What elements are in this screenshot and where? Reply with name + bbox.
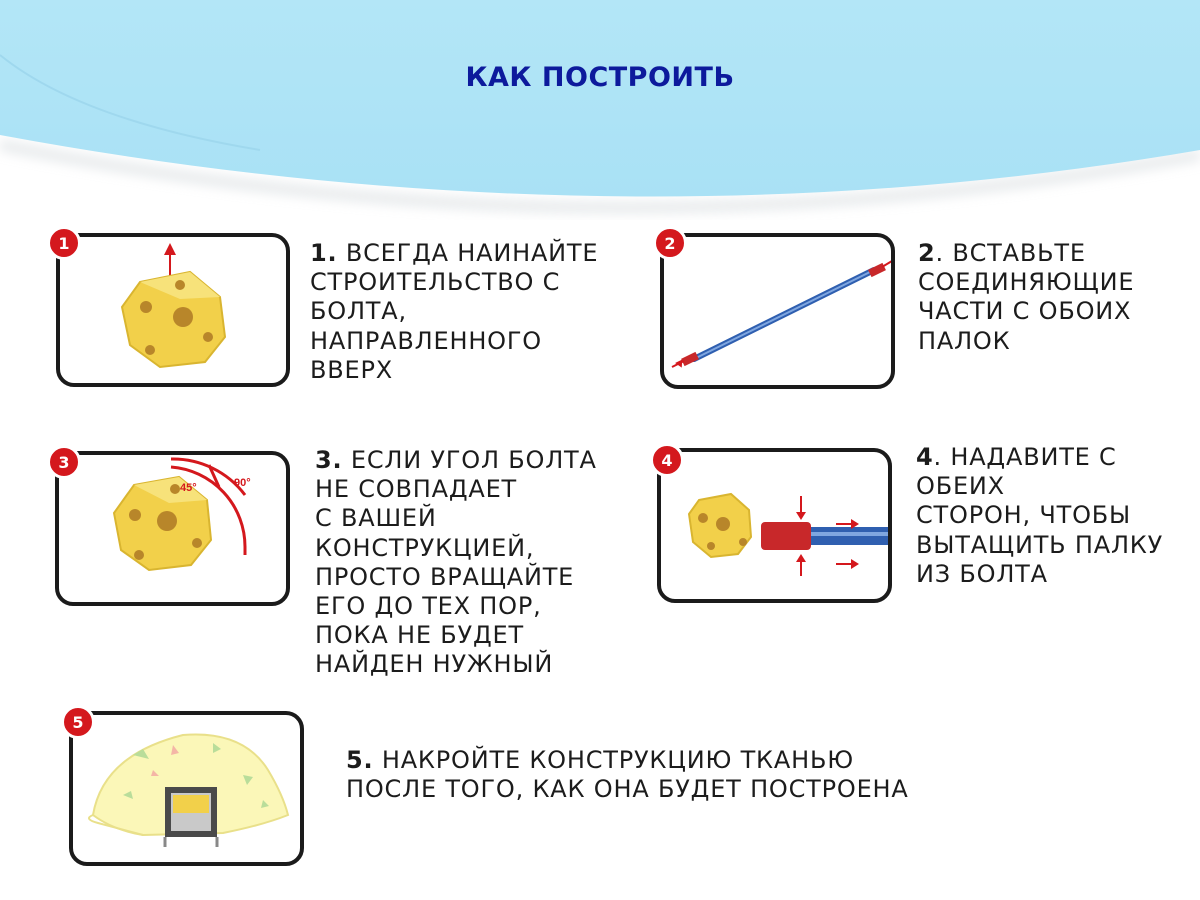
angle-45-label: 45° bbox=[180, 482, 197, 494]
step-3-card bbox=[55, 451, 290, 606]
step-1-text: 1. ВСЕГДА НАИНАЙТЕ СТРОИТЕЛЬСТВО С БОЛТА, НАПРАВЛЕННОГО ВВЕРХ bbox=[310, 239, 599, 384]
step-5-badge: 5 bbox=[61, 705, 95, 739]
bolt-ball-arrow-up-icon bbox=[60, 237, 290, 387]
step-5-text: 5. НАКРОЙТЕ КОНСТРУКЦИЮ ТКАНЬЮ ПОСЛЕ ТОГО, КАК ОНА БУДЕТ ПОСТРОЕНА bbox=[346, 746, 909, 804]
step-4-text: 4. НАДАВИТЕ С ОБЕИХ СТОРОН, ЧТОБЫ ВЫТАЩИТЬ ПАЛКУ ИЗ БОЛТА bbox=[916, 443, 1164, 588]
step-4-badge: 4 bbox=[650, 443, 684, 477]
step-2-card bbox=[660, 233, 895, 389]
page-title: КАК ПОСТРОИТЬ bbox=[465, 62, 735, 93]
step-2-badge: 2 bbox=[653, 226, 687, 260]
step-3-badge: 3 bbox=[47, 445, 81, 479]
rotate-bolt-angle-icon bbox=[59, 455, 290, 606]
press-release-icon bbox=[661, 452, 892, 603]
angle-90-label: 90° bbox=[234, 477, 251, 489]
header-background bbox=[0, 0, 1200, 220]
connecting-stick-icon bbox=[664, 237, 895, 389]
step-5-card bbox=[69, 711, 304, 866]
step-4-card bbox=[657, 448, 892, 603]
step-3-text: 3. ЕСЛИ УГОЛ БОЛТА НЕ СОВПАДАЕТ С ВАШЕЙ КОНСТРУКЦИЕЙ, ПРОСТО ВРАЩАЙТЕ ЕГО ДО ТЕХ ПОР, ПОКА НЕ БУДЕТ НАЙДЕН НУЖНЫЙ bbox=[315, 446, 597, 679]
fabric-tent-icon bbox=[73, 715, 304, 866]
step-1-card bbox=[56, 233, 290, 387]
step-2-text: 2. ВСТАВЬТЕ СОЕДИНЯЮЩИЕ ЧАСТИ С ОБОИХ ПАЛОК bbox=[918, 239, 1135, 355]
step-1-badge: 1 bbox=[47, 226, 81, 260]
